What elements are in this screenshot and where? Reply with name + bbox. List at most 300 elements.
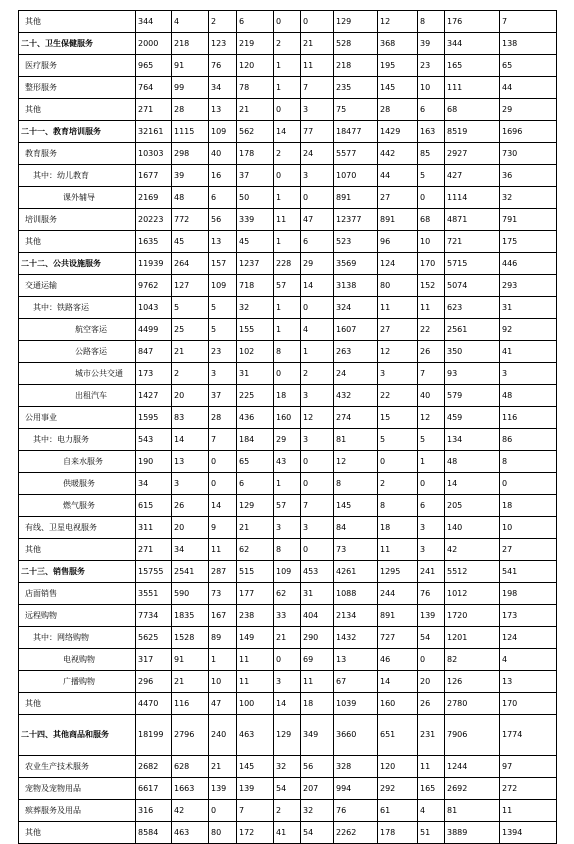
cell-value: 1115 [172, 121, 209, 143]
table-row [19, 473, 557, 495]
cell-value: 152 [418, 275, 445, 297]
cell-value: 10 [418, 231, 445, 253]
row-label: 培训服务 [19, 209, 136, 231]
cell-value: 0 [274, 99, 301, 121]
cell-value: 157 [209, 253, 237, 275]
cell-value: 5 [172, 297, 209, 319]
cell-value: 218 [172, 33, 209, 55]
cell-value: 1114 [445, 187, 500, 209]
cell-value: 40 [418, 385, 445, 407]
cell-value: 14 [274, 693, 301, 715]
cell-value: 138 [500, 33, 557, 55]
row-label: 店面销售 [19, 583, 136, 605]
table-row [19, 363, 557, 385]
cell-value: 68 [418, 209, 445, 231]
cell-value: 7 [418, 363, 445, 385]
cell-value: 31 [237, 363, 274, 385]
cell-value: 14 [274, 121, 301, 143]
cell-value: 76 [209, 55, 237, 77]
cell-value: 5577 [334, 143, 378, 165]
cell-value: 264 [172, 253, 209, 275]
cell-value: 48 [500, 385, 557, 407]
cell-value: 0 [209, 451, 237, 473]
cell-value: 123 [209, 33, 237, 55]
cell-value: 3 [301, 165, 334, 187]
cell-value: 891 [378, 605, 418, 627]
cell-value: 91 [172, 55, 209, 77]
cell-value: 12 [334, 451, 378, 473]
cell-value: 2 [378, 473, 418, 495]
cell-value: 68 [445, 99, 500, 121]
cell-value: 2 [301, 363, 334, 385]
cell-value: 727 [378, 627, 418, 649]
cell-value: 3 [274, 671, 301, 693]
cell-value: 11 [209, 539, 237, 561]
cell-value: 317 [136, 649, 172, 671]
cell-value: 28 [378, 99, 418, 121]
cell-value: 27 [378, 319, 418, 341]
cell-value: 173 [136, 363, 172, 385]
cell-value: 4470 [136, 693, 172, 715]
cell-value: 5 [209, 319, 237, 341]
cell-value: 145 [237, 756, 274, 778]
cell-value: 2262 [334, 822, 378, 844]
cell-value: 1774 [500, 715, 557, 756]
table-row [19, 231, 557, 253]
cell-value: 198 [500, 583, 557, 605]
cell-value: 994 [334, 778, 378, 800]
cell-value: 296 [136, 671, 172, 693]
cell-value: 5 [418, 429, 445, 451]
cell-value: 26 [418, 341, 445, 363]
cell-value: 1039 [334, 693, 378, 715]
cell-value: 28 [209, 407, 237, 429]
cell-value: 96 [378, 231, 418, 253]
cell-value: 1595 [136, 407, 172, 429]
cell-value: 0 [274, 11, 301, 33]
cell-value: 1 [418, 451, 445, 473]
cell-value: 149 [237, 627, 274, 649]
cell-value: 160 [274, 407, 301, 429]
cell-value: 0 [418, 473, 445, 495]
cell-value: 207 [301, 778, 334, 800]
cell-value: 316 [136, 800, 172, 822]
cell-value: 20 [172, 517, 209, 539]
cell-value: 73 [334, 539, 378, 561]
cell-value: 10 [418, 77, 445, 99]
row-label: 殡葬服务及用品 [19, 800, 136, 822]
cell-value: 2796 [172, 715, 209, 756]
cell-value: 127 [172, 275, 209, 297]
cell-value: 145 [378, 77, 418, 99]
cell-value: 1295 [378, 561, 418, 583]
row-label: 供暖服务 [19, 473, 136, 495]
row-label: 其中：铁路客运 [19, 297, 136, 319]
cell-value: 2 [209, 11, 237, 33]
cell-value: 124 [378, 253, 418, 275]
cell-value: 13 [209, 231, 237, 253]
cell-value: 459 [445, 407, 500, 429]
cell-value: 175 [500, 231, 557, 253]
cell-value: 26 [172, 495, 209, 517]
cell-value: 86 [500, 429, 557, 451]
cell-value: 78 [237, 77, 274, 99]
cell-value: 160 [378, 693, 418, 715]
cell-value: 39 [172, 165, 209, 187]
cell-value: 140 [445, 517, 500, 539]
cell-value: 344 [445, 33, 500, 55]
cell-value: 116 [500, 407, 557, 429]
table-row [19, 495, 557, 517]
table-row [19, 187, 557, 209]
cell-value: 3 [418, 539, 445, 561]
row-label: 其他 [19, 822, 136, 844]
cell-value: 2682 [136, 756, 172, 778]
cell-value: 20 [172, 385, 209, 407]
cell-value: 324 [334, 297, 378, 319]
row-label: 其他 [19, 231, 136, 253]
cell-value: 13 [500, 671, 557, 693]
cell-value: 61 [378, 800, 418, 822]
cell-value: 50 [237, 187, 274, 209]
row-label: 其他 [19, 539, 136, 561]
cell-value: 453 [301, 561, 334, 583]
cell-value: 235 [334, 77, 378, 99]
cell-value: 7734 [136, 605, 172, 627]
cell-value: 32 [274, 756, 301, 778]
cell-value: 7 [237, 800, 274, 822]
row-label: 城市公共交通 [19, 363, 136, 385]
cell-value: 12377 [334, 209, 378, 231]
cell-value: 145 [334, 495, 378, 517]
table-row [19, 517, 557, 539]
cell-value: 5715 [445, 253, 500, 275]
cell-value: 32161 [136, 121, 172, 143]
cell-value: 344 [136, 11, 172, 33]
cell-value: 23 [418, 55, 445, 77]
table-row [19, 77, 557, 99]
row-label: 其他 [19, 99, 136, 121]
cell-value: 129 [274, 715, 301, 756]
cell-value: 2 [172, 363, 209, 385]
cell-value: 1 [274, 231, 301, 253]
cell-value: 6 [237, 473, 274, 495]
cell-value: 56 [209, 209, 237, 231]
cell-value: 178 [378, 822, 418, 844]
row-label: 公用事业 [19, 407, 136, 429]
cell-value: 4 [418, 800, 445, 822]
cell-value: 298 [172, 143, 209, 165]
cell-value: 33 [274, 605, 301, 627]
cell-value: 97 [500, 756, 557, 778]
cell-value: 67 [334, 671, 378, 693]
cell-value: 139 [418, 605, 445, 627]
cell-value: 9 [209, 517, 237, 539]
cell-value: 6 [418, 99, 445, 121]
table-row [19, 800, 557, 822]
cell-value: 170 [418, 253, 445, 275]
cell-value: 274 [334, 407, 378, 429]
section-row [19, 561, 557, 583]
cell-value: 8 [418, 11, 445, 33]
row-label: 交通运输 [19, 275, 136, 297]
cell-value: 18 [500, 495, 557, 517]
cell-value: 31 [500, 297, 557, 319]
cell-value: 543 [136, 429, 172, 451]
cell-value: 18 [301, 693, 334, 715]
cell-value: 965 [136, 55, 172, 77]
row-label: 自来水服务 [19, 451, 136, 473]
cell-value: 173 [500, 605, 557, 627]
cell-value: 427 [445, 165, 500, 187]
cell-value: 102 [237, 341, 274, 363]
cell-value: 328 [334, 756, 378, 778]
cell-value: 1201 [445, 627, 500, 649]
cell-value: 891 [378, 209, 418, 231]
cell-value: 54 [301, 822, 334, 844]
cell-value: 81 [445, 800, 500, 822]
table-row [19, 778, 557, 800]
cell-value: 2780 [445, 693, 500, 715]
cell-value: 2 [274, 33, 301, 55]
table-row [19, 822, 557, 844]
cell-value: 93 [445, 363, 500, 385]
cell-value: 218 [334, 55, 378, 77]
row-label: 电视购物 [19, 649, 136, 671]
cell-value: 228 [274, 253, 301, 275]
cell-value: 57 [274, 275, 301, 297]
cell-value: 41 [274, 822, 301, 844]
table-body [19, 11, 557, 844]
row-label: 其中：幼儿教育 [19, 165, 136, 187]
cell-value: 4 [500, 649, 557, 671]
table-row [19, 99, 557, 121]
table-row [19, 649, 557, 671]
cell-value: 11939 [136, 253, 172, 275]
cell-value: 6 [418, 495, 445, 517]
cell-value: 8 [274, 539, 301, 561]
row-label: 整形服务 [19, 77, 136, 99]
cell-value: 1 [209, 649, 237, 671]
cell-value: 11 [500, 800, 557, 822]
cell-value: 349 [301, 715, 334, 756]
row-label: 医疗服务 [19, 55, 136, 77]
row-label: 燃气服务 [19, 495, 136, 517]
cell-value: 65 [237, 451, 274, 473]
cell-value: 1244 [445, 756, 500, 778]
cell-value: 1 [301, 341, 334, 363]
cell-value: 463 [237, 715, 274, 756]
cell-value: 14 [445, 473, 500, 495]
cell-value: 1 [274, 187, 301, 209]
cell-value: 0 [500, 473, 557, 495]
cell-value: 29 [301, 253, 334, 275]
cell-value: 12 [378, 341, 418, 363]
cell-value: 11 [378, 539, 418, 561]
cell-value: 6617 [136, 778, 172, 800]
cell-value: 1394 [500, 822, 557, 844]
cell-value: 311 [136, 517, 172, 539]
cell-value: 27 [378, 187, 418, 209]
row-label: 其中：电力服务 [19, 429, 136, 451]
cell-value: 404 [301, 605, 334, 627]
cell-value: 10 [500, 517, 557, 539]
cell-value: 541 [500, 561, 557, 583]
cell-value: 37 [209, 385, 237, 407]
cell-value: 3138 [334, 275, 378, 297]
cell-value: 54 [274, 778, 301, 800]
cell-value: 1677 [136, 165, 172, 187]
table-row [19, 407, 557, 429]
cell-value: 515 [237, 561, 274, 583]
table-row [19, 341, 557, 363]
cell-value: 1237 [237, 253, 274, 275]
cell-value: 290 [301, 627, 334, 649]
cell-value: 5625 [136, 627, 172, 649]
cell-value: 5 [209, 297, 237, 319]
cell-value: 16 [209, 165, 237, 187]
cell-value: 2169 [136, 187, 172, 209]
cell-value: 39 [418, 33, 445, 55]
cell-value: 3 [301, 429, 334, 451]
cell-value: 1 [274, 473, 301, 495]
cell-value: 14 [209, 495, 237, 517]
cell-value: 51 [418, 822, 445, 844]
cell-value: 293 [500, 275, 557, 297]
cell-value: 120 [378, 756, 418, 778]
cell-value: 44 [378, 165, 418, 187]
cell-value: 3 [500, 363, 557, 385]
cell-value: 3 [172, 473, 209, 495]
cell-value: 6 [237, 11, 274, 33]
cell-value: 69 [301, 649, 334, 671]
cell-value: 1 [274, 319, 301, 341]
cell-value: 20 [418, 671, 445, 693]
row-label: 广播购物 [19, 671, 136, 693]
cell-value: 34 [136, 473, 172, 495]
cell-value: 244 [378, 583, 418, 605]
table-row [19, 55, 557, 77]
cell-value: 4871 [445, 209, 500, 231]
cell-value: 21 [172, 671, 209, 693]
table-row [19, 693, 557, 715]
cell-value: 46 [378, 649, 418, 671]
cell-value: 14 [301, 275, 334, 297]
cell-value: 31 [301, 583, 334, 605]
row-label: 其他 [19, 11, 136, 33]
cell-value: 109 [274, 561, 301, 583]
cell-value: 11 [301, 55, 334, 77]
cell-value: 791 [500, 209, 557, 231]
cell-value: 0 [274, 363, 301, 385]
cell-value: 2000 [136, 33, 172, 55]
cell-value: 47 [301, 209, 334, 231]
cell-value: 80 [378, 275, 418, 297]
cell-value: 15 [378, 407, 418, 429]
cell-value: 2134 [334, 605, 378, 627]
cell-value: 42 [445, 539, 500, 561]
cell-value: 8 [500, 451, 557, 473]
cell-value: 1432 [334, 627, 378, 649]
row-label: 宠物及宠物用品 [19, 778, 136, 800]
table-row [19, 165, 557, 187]
cell-value: 3 [274, 517, 301, 539]
cell-value: 42 [172, 800, 209, 822]
cell-value: 165 [445, 55, 500, 77]
cell-value: 7 [209, 429, 237, 451]
table-row [19, 143, 557, 165]
cell-value: 73 [209, 583, 237, 605]
table-row [19, 627, 557, 649]
cell-value: 21 [172, 341, 209, 363]
table-row [19, 429, 557, 451]
cell-value: 446 [500, 253, 557, 275]
cell-value: 32 [237, 297, 274, 319]
section-row [19, 253, 557, 275]
row-label: 出租汽车 [19, 385, 136, 407]
section-row [19, 715, 557, 756]
cell-value: 48 [172, 187, 209, 209]
cell-value: 29 [500, 99, 557, 121]
cell-value: 3 [301, 385, 334, 407]
cell-value: 350 [445, 341, 500, 363]
cell-value: 21 [237, 517, 274, 539]
cell-value: 287 [209, 561, 237, 583]
cell-value: 3 [301, 517, 334, 539]
cell-value: 116 [172, 693, 209, 715]
table-row [19, 11, 557, 33]
cell-value: 5 [378, 429, 418, 451]
cell-value: 0 [378, 451, 418, 473]
cell-value: 21 [209, 756, 237, 778]
section-row [19, 33, 557, 55]
cell-value: 730 [500, 143, 557, 165]
cell-value: 76 [334, 800, 378, 822]
cell-value: 84 [334, 517, 378, 539]
cell-value: 6 [301, 231, 334, 253]
cell-value: 8 [378, 495, 418, 517]
cell-value: 21 [237, 99, 274, 121]
cell-value: 3 [378, 363, 418, 385]
cell-value: 4 [301, 319, 334, 341]
cell-value: 11 [237, 649, 274, 671]
cell-value: 11 [378, 297, 418, 319]
cell-value: 292 [378, 778, 418, 800]
cell-value: 170 [500, 693, 557, 715]
cell-value: 75 [334, 99, 378, 121]
cell-value: 44 [500, 77, 557, 99]
cell-value: 81 [334, 429, 378, 451]
cell-value: 45 [172, 231, 209, 253]
cell-value: 615 [136, 495, 172, 517]
cell-value: 12 [418, 407, 445, 429]
cell-value: 0 [301, 451, 334, 473]
cell-value: 184 [237, 429, 274, 451]
cell-value: 5 [418, 165, 445, 187]
cell-value: 772 [172, 209, 209, 231]
cell-value: 0 [418, 649, 445, 671]
cell-value: 225 [237, 385, 274, 407]
cell-value: 177 [237, 583, 274, 605]
cell-value: 579 [445, 385, 500, 407]
cell-value: 18477 [334, 121, 378, 143]
cell-value: 651 [378, 715, 418, 756]
cell-value: 134 [445, 429, 500, 451]
cell-value: 34 [209, 77, 237, 99]
cell-value: 139 [237, 778, 274, 800]
cell-value: 27 [500, 539, 557, 561]
cell-value: 57 [274, 495, 301, 517]
